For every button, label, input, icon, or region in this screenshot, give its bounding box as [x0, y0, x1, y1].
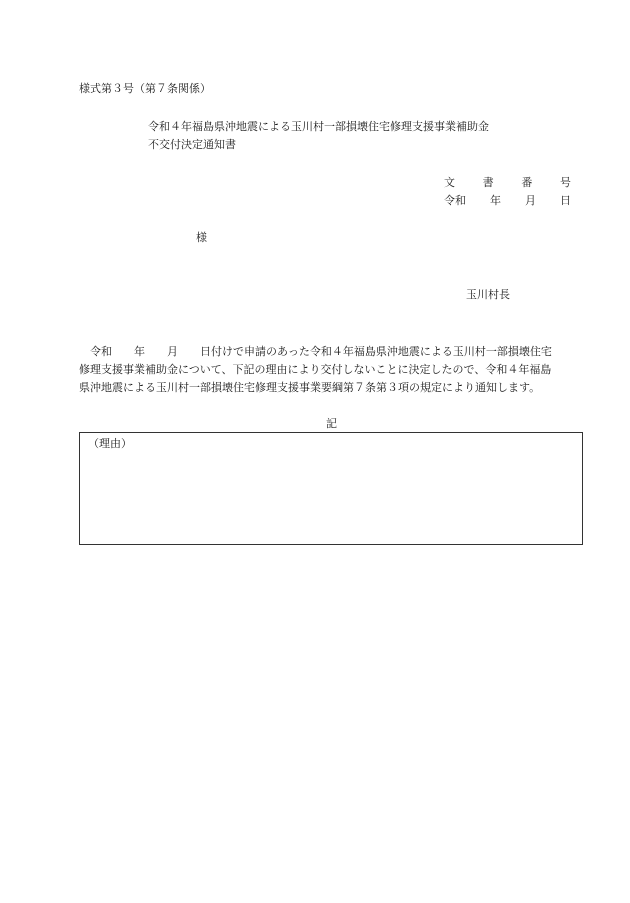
document-title-line-2: 不交付決定通知書 — [148, 138, 236, 151]
date-month-unit: 月 — [525, 194, 536, 207]
date-year-unit: 年 — [490, 194, 501, 207]
issuer-name: 玉川村長 — [466, 288, 510, 301]
body-line: 修理支援事業補助金について、下記の理由により交付しないことに決定したので、令和４年福島 — [79, 363, 552, 376]
reason-box — [79, 432, 583, 545]
doc-number-char: 書 — [482, 176, 494, 189]
document-number-field — [444, 177, 571, 188]
notice-body — [79, 343, 584, 397]
issue-date-field — [444, 195, 571, 206]
doc-number-char: 号 — [559, 176, 571, 189]
reason-label: （理由） — [88, 437, 132, 450]
form-number-label: 様式第３号（第７条関係） — [79, 82, 211, 95]
doc-number-char: 文 — [444, 176, 455, 189]
date-day-unit: 日 — [560, 194, 571, 207]
record-heading: 記 — [326, 417, 337, 430]
body-line: 県沖地震による玉川村一部損壊住宅修理支援事業要綱第７条第３項の規定により通知します。 — [79, 381, 541, 394]
addressee-honorific: 様 — [196, 231, 207, 244]
document-title-line-1: 令和４年福島県沖地震による玉川村一部損壊住宅修理支援事業補助金 — [148, 120, 489, 133]
doc-number-char: 番 — [521, 176, 533, 189]
body-line: 令和 年 月 日付けで申請のあった令和４年福島県沖地震による玉川村一部損壊住宅 — [79, 345, 552, 358]
date-era: 令和 — [444, 194, 466, 207]
